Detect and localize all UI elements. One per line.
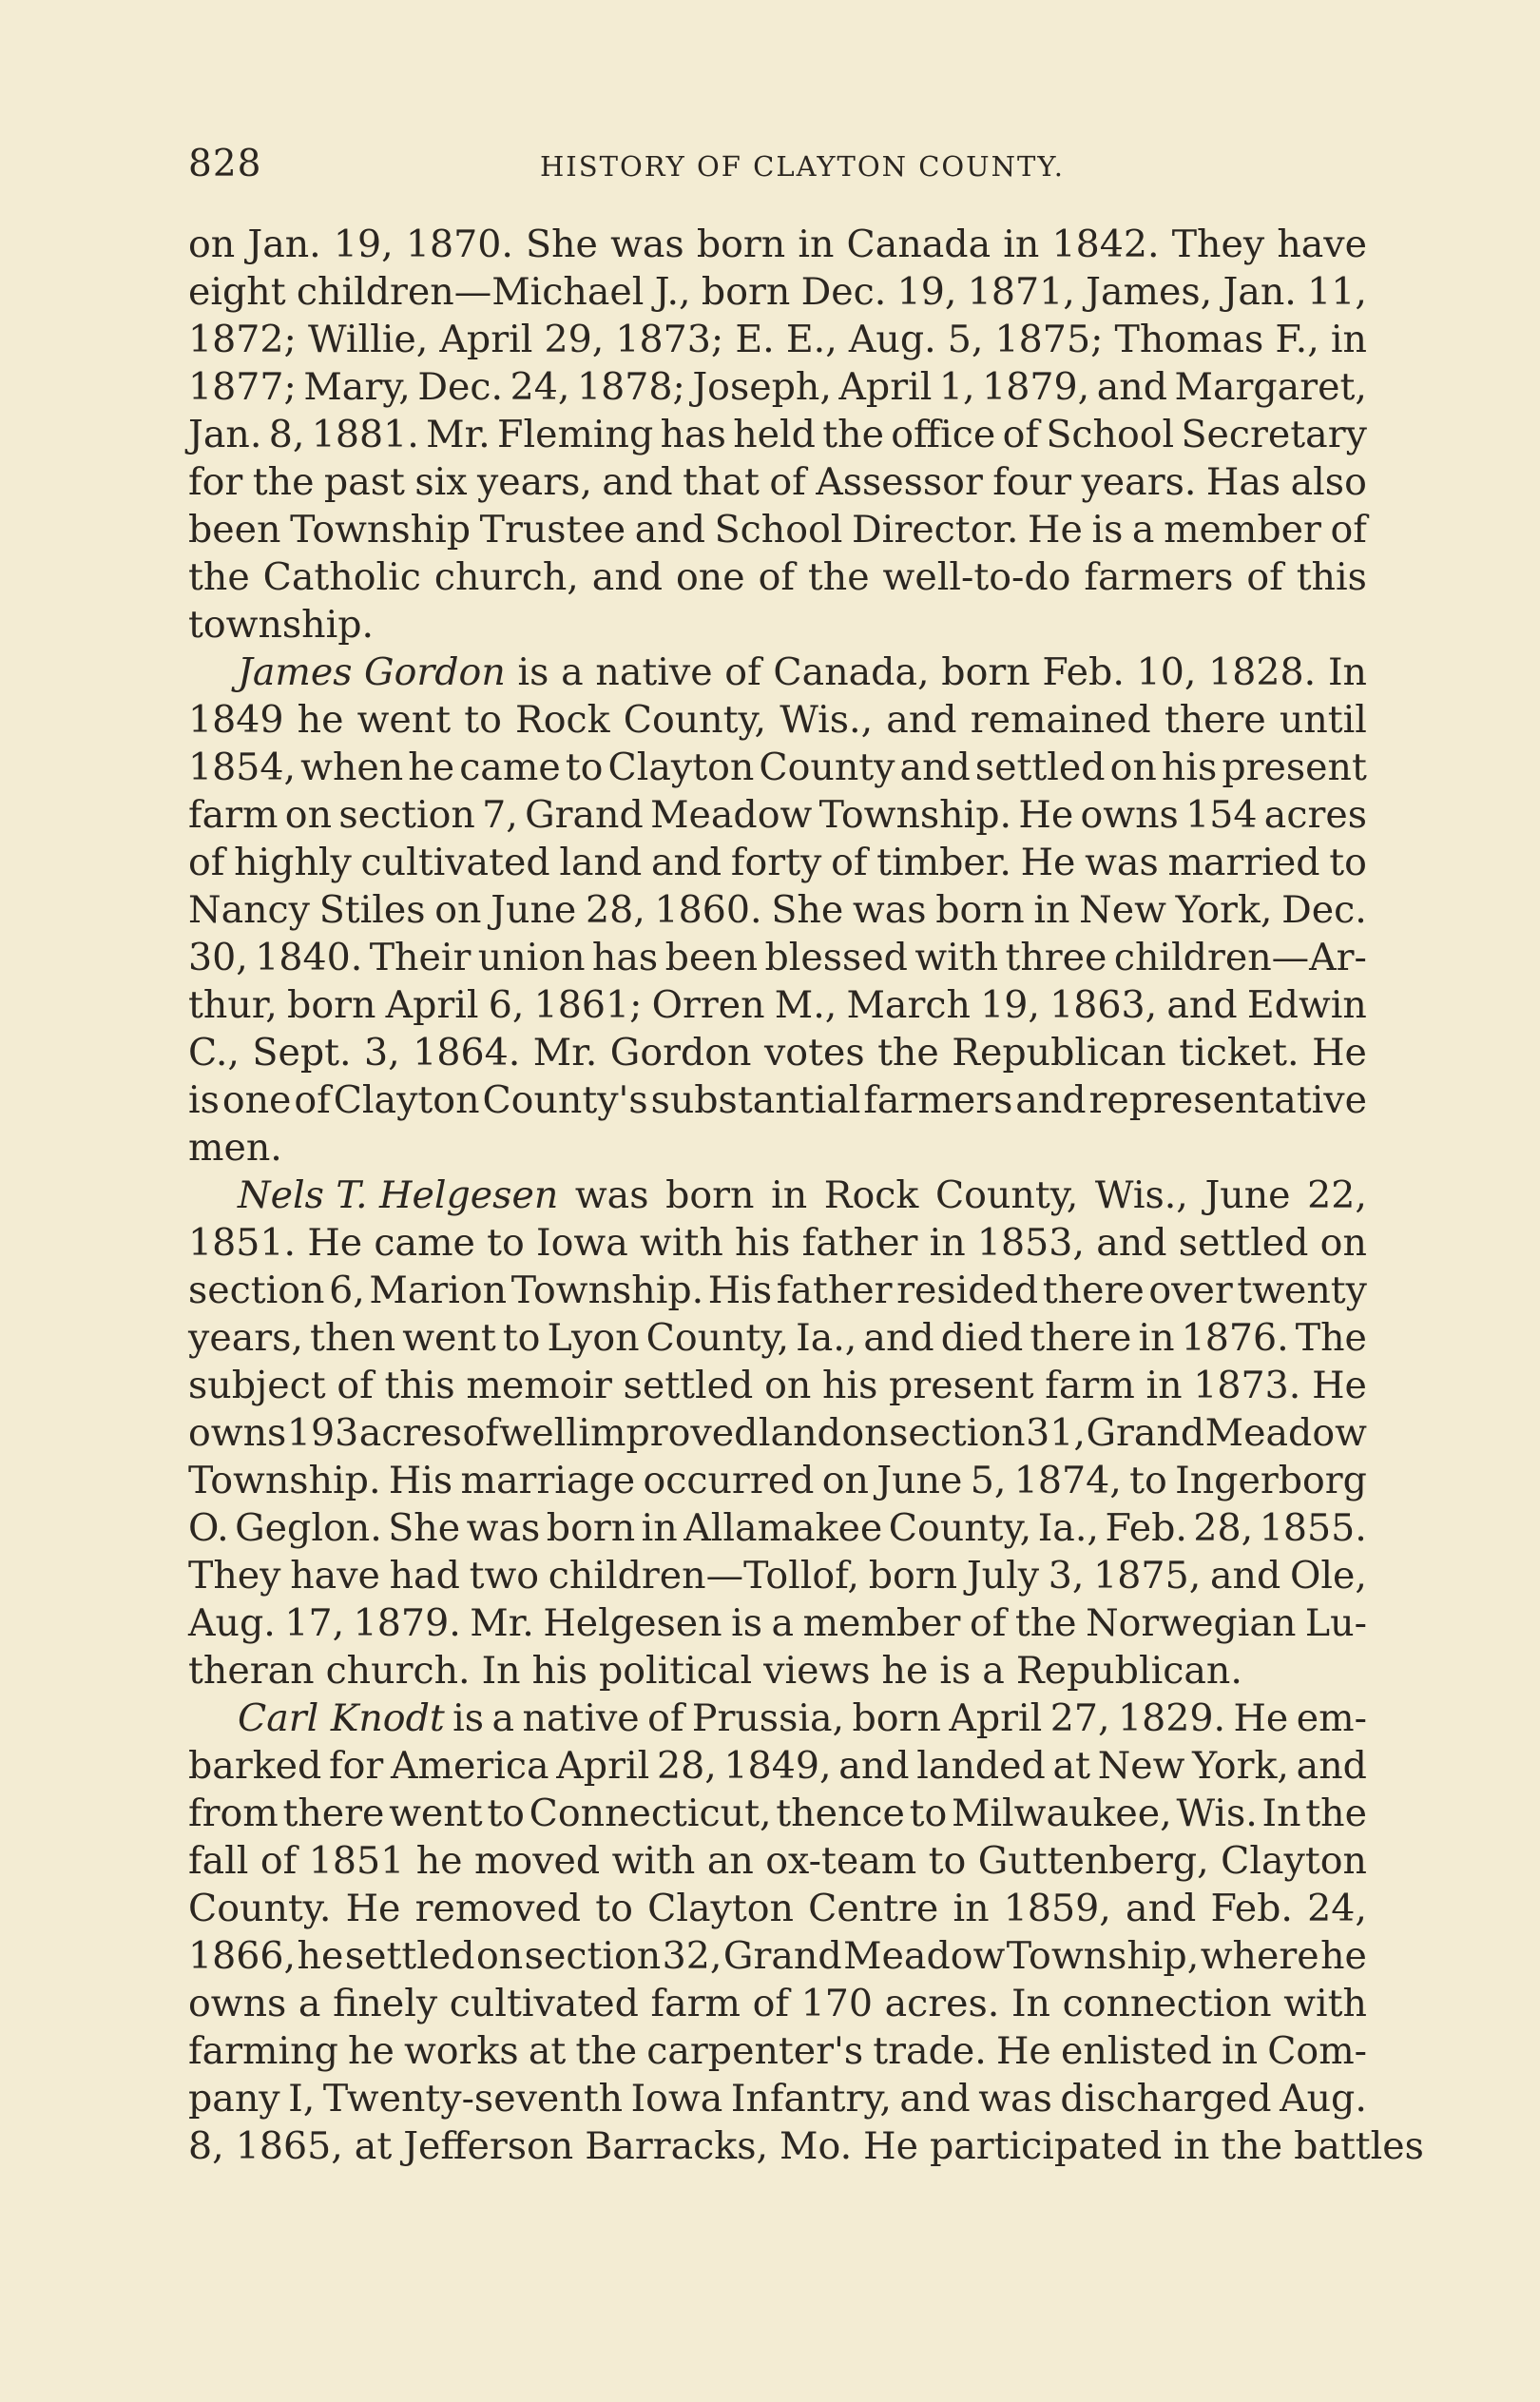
text-line: 1866, he settled on section 32, Grand Meadow Township, where he [188, 1934, 1367, 1978]
text-line: Carl Knodt is a native of Prussia, born April 27, 1829. He em- [238, 1696, 1367, 1740]
page-number: 828 [188, 143, 262, 185]
text-line: owns a finely cultivated farm of 170 acres. In connection with [188, 1982, 1367, 2025]
text-line: 30, 1840. Their union has been blessed with three children—Ar- [188, 936, 1367, 979]
person-name: Nels T. Helgesen [238, 1173, 559, 1217]
text-line: farm on section 7, Grand Meadow Township. He owns 154 acres [188, 793, 1367, 837]
text-line: pany I, Twenty-seventh Iowa Infantry, and was discharged Aug. [188, 2077, 1367, 2121]
text-line: township. [188, 603, 375, 647]
paragraph [188, 221, 1367, 649]
person-name: Carl Knodt [238, 1696, 445, 1740]
text-line: farming he works at the carpenter's trade. He enlisted in Com- [188, 2029, 1367, 2073]
text-line: from there went to Connecticut, thence to Milwaukee, Wis. In the [188, 1792, 1367, 1835]
text-line: barked for America April 28, 1849, and landed at New York, and [188, 1744, 1367, 1788]
text-line: James Gordon is a native of Canada, born Feb. 10, 1828. In [238, 650, 1367, 694]
paragraph [188, 1172, 1367, 1695]
paragraph [188, 1695, 1424, 2170]
text-line: 1851. He came to Iowa with his father in 1853, and settled on [188, 1221, 1367, 1265]
text-line: 8, 1865, at Jefferson Barracks, Mo. He participated in the battles [188, 2124, 1424, 2168]
text-line: 1849 he went to Rock County, Wis., and remained there until [188, 698, 1367, 742]
running-head: HISTORY OF CLAYTON COUNTY. [540, 150, 1065, 183]
text-line: section 6, Marion Township. His father resided there over twenty [188, 1269, 1367, 1312]
body-text [188, 221, 1424, 2170]
text-line: O. Geglon. She was born in Allamakee County, Ia., Feb. 28, 1855. [188, 1506, 1367, 1550]
text-line: for the past six years, and that of Assessor four years. Has also [188, 460, 1367, 504]
text-line: owns 193 acres of well improved land on section 31, Grand Meadow [188, 1411, 1367, 1455]
text-line: County. He removed to Clayton Centre in 1859, and Feb. 24, [188, 1887, 1367, 1930]
paragraph [188, 649, 1367, 1172]
text-line: Nancy Stiles on June 28, 1860. She was born in New York, Dec. [188, 888, 1367, 932]
text-line: theran church. In his political views he is a Republican. [188, 1649, 1242, 1693]
text-line: been Township Trustee and School Director. He is a member of [188, 508, 1367, 552]
person-name: James Gordon [238, 650, 506, 694]
text-line: men. [188, 1126, 282, 1170]
text-line: They have had two children—Tollof, born July 3, 1875, and Ole, [188, 1554, 1367, 1598]
text-line: is one of Clayton County's substantial farmers and representative [188, 1078, 1367, 1122]
text-line: Aug. 17, 1879. Mr. Helgesen is a member of the Norwegian Lu- [188, 1601, 1367, 1645]
text-line: subject of this memoir settled on his present farm in 1873. He [188, 1364, 1367, 1407]
text-line: fall of 1851 he moved with an ox-team to Guttenberg, Clayton [188, 1839, 1367, 1883]
text-line: Jan. 8, 1881. Mr. Fleming has held the office of School Secretary [188, 413, 1367, 456]
text-line: 1854, when he came to Clayton County and settled on his present [188, 746, 1367, 789]
text-line: 1872; Willie, April 29, 1873; E. E., Aug. 5, 1875; Thomas F., in [188, 318, 1367, 361]
text-line: eight children—Michael J., born Dec. 19, 1871, James, Jan. 11, [188, 270, 1367, 314]
text-line: the Catholic church, and one of the well-to-do farmers of this [188, 555, 1367, 599]
text-line: years, then went to Lyon County, Ia., and died there in 1876. The [188, 1316, 1367, 1360]
text-line: 1877; Mary, Dec. 24, 1878; Joseph, April 1, 1879, and Margaret, [188, 365, 1367, 409]
text-line: Township. His marriage occurred on June 5, 1874, to Ingerborg [188, 1459, 1367, 1502]
text-line: of highly cultivated land and forty of timber. He was married to [188, 841, 1367, 884]
text-line: C., Sept. 3, 1864. Mr. Gordon votes the Republican ticket. He [188, 1031, 1367, 1075]
text-line: on Jan. 19, 1870. She was born in Canada in 1842. They have [188, 223, 1367, 266]
page-header [188, 143, 1367, 196]
text-line: Nels T. Helgesen was born in Rock County, Wis., June 22, [238, 1173, 1367, 1217]
text-line: thur, born April 6, 1861; Orren M., March 19, 1863, and Edwin [188, 983, 1367, 1027]
